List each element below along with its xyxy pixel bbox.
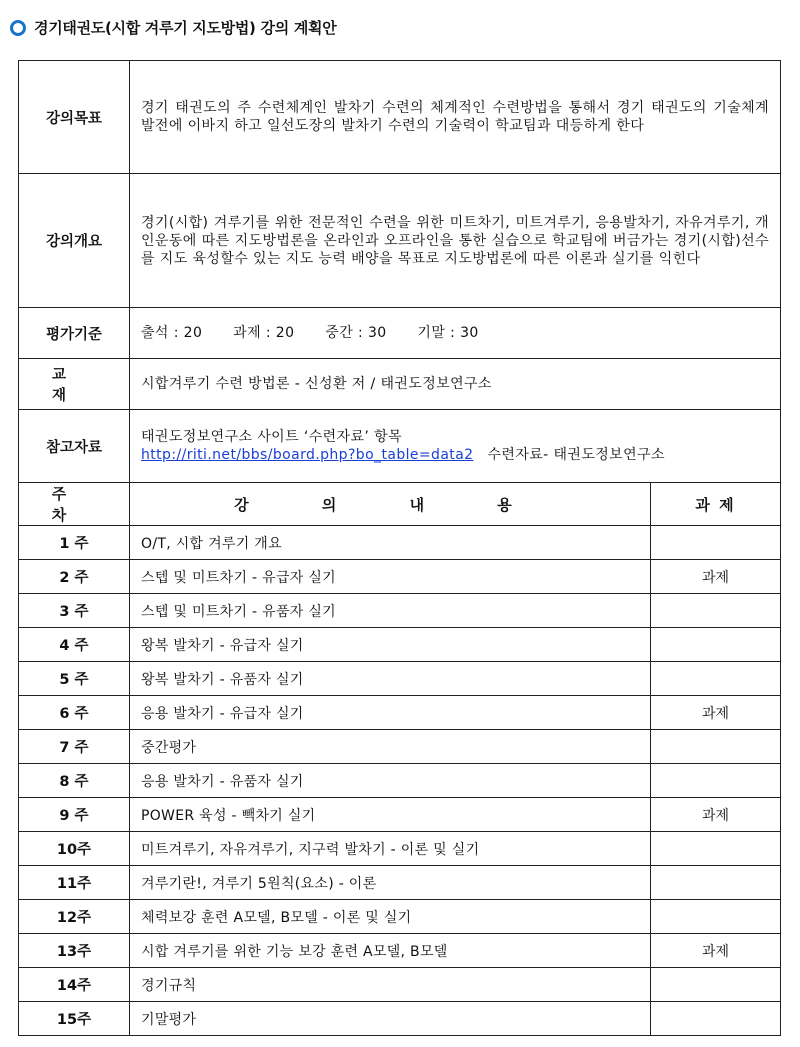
assignment-cell	[651, 662, 781, 696]
lecture-content-cell: 응용 발차기 - 유급자 실기	[130, 696, 651, 730]
overview-label: 강의개요	[19, 174, 130, 308]
schedule-header-row	[19, 483, 781, 526]
schedule-row	[19, 968, 781, 1002]
lecture-content-cell: 스텝 및 미트차기 - 유급자 실기	[130, 560, 651, 594]
reference-content	[130, 410, 781, 483]
week-cell: 3 주	[19, 594, 130, 628]
assignment-cell	[651, 968, 781, 1002]
grading-attendance: 출석 : 20	[141, 325, 203, 341]
goal-text: 경기 태권도의 주 수련체계인 발차기 수련의 체계적인 수련방법을 통해서 경기 태권도의 기술체계 발전에 이바지 하고 일선도장의 발차기 수련의 기술력이 학교팀과 대등하게 한다	[130, 61, 781, 174]
assignment-cell	[651, 764, 781, 798]
goal-label: 강의목표	[19, 61, 130, 174]
content-header: 강 의 내 용	[130, 483, 651, 526]
reference-label: 참고자료	[19, 410, 130, 483]
week-cell: 1 주	[19, 526, 130, 560]
assignment-cell: 과제	[651, 798, 781, 832]
schedule-row	[19, 1002, 781, 1036]
reference-link[interactable]: http://riti.net/bbs/board.php?bo_table=data2	[141, 447, 474, 463]
schedule-row	[19, 696, 781, 730]
schedule-row	[19, 798, 781, 832]
assignment-cell	[651, 628, 781, 662]
lecture-content-cell: 중간평가	[130, 730, 651, 764]
grading-final: 기말 : 30	[417, 325, 479, 341]
page-title-row	[10, 17, 336, 38]
lecture-content-cell: 응용 발차기 - 유품자 실기	[130, 764, 651, 798]
textbook-row	[19, 359, 781, 410]
overview-row	[19, 174, 781, 308]
lecture-plan-table	[18, 60, 781, 1036]
week-cell: 12주	[19, 900, 130, 934]
week-cell: 5 주	[19, 662, 130, 696]
lecture-content-cell: 스텝 및 미트차기 - 유품자 실기	[130, 594, 651, 628]
week-header: 주 차	[19, 483, 130, 526]
grading-label: 평가기준	[19, 308, 130, 359]
assignment-cell: 과제	[651, 696, 781, 730]
reference-line: 태권도정보연구소 사이트 ‘수련자료’ 항목	[141, 429, 402, 445]
assignment-header: 과 제	[651, 483, 781, 526]
lecture-content-cell: 시합 겨루기를 위한 기능 보강 훈련 A모델, B모델	[130, 934, 651, 968]
schedule-row	[19, 730, 781, 764]
lecture-content-cell: 기말평가	[130, 1002, 651, 1036]
assignment-cell	[651, 594, 781, 628]
week-cell: 6 주	[19, 696, 130, 730]
schedule-row	[19, 560, 781, 594]
lecture-content-cell: 미트겨루기, 자유겨루기, 지구력 발차기 - 이론 및 실기	[130, 832, 651, 866]
assignment-cell: 과제	[651, 934, 781, 968]
schedule-row	[19, 764, 781, 798]
week-cell: 11주	[19, 866, 130, 900]
lecture-content-cell: 왕복 발차기 - 유품자 실기	[130, 662, 651, 696]
week-cell: 14주	[19, 968, 130, 1002]
lecture-content-cell: O/T, 시합 겨루기 개요	[130, 526, 651, 560]
week-cell: 15주	[19, 1002, 130, 1036]
assignment-cell	[651, 832, 781, 866]
assignment-cell	[651, 526, 781, 560]
goal-row	[19, 61, 781, 174]
assignment-cell: 과제	[651, 560, 781, 594]
schedule-body	[19, 526, 781, 1036]
overview-text: 경기(시합) 겨루기를 위한 전문적인 수련을 위한 미트차기, 미트겨루기, 응용발차기, 자유겨루기, 개인운동에 따른 지도방법론을 온라인과 오프라인을 통한 실습으로 학교팀에 버금가는 경기(시합)선수를 지도 육성할수 있는 지도 능력 배양을 목표로 지도방법론에 따른 이론과 실기를 익힌다	[130, 174, 781, 308]
lecture-content-cell: 경기규칙	[130, 968, 651, 1002]
lecture-content-cell: 겨루기란!, 겨루기 5원칙(요소) - 이론	[130, 866, 651, 900]
week-cell: 2 주	[19, 560, 130, 594]
grading-row	[19, 308, 781, 359]
week-cell: 7 주	[19, 730, 130, 764]
schedule-row	[19, 594, 781, 628]
grading-midterm: 중간 : 30	[325, 325, 387, 341]
grading-assignment: 과제 : 20	[233, 325, 295, 341]
schedule-row	[19, 526, 781, 560]
page-title: 경기태권도(시합 겨루기 지도방법) 강의 계획안	[34, 19, 337, 37]
schedule-row	[19, 832, 781, 866]
schedule-row	[19, 628, 781, 662]
schedule-row	[19, 900, 781, 934]
week-cell: 8 주	[19, 764, 130, 798]
assignment-cell	[651, 1002, 781, 1036]
textbook-text: 시합겨루기 수련 방법론 - 신성환 저 / 태권도정보연구소	[130, 359, 781, 410]
week-cell: 10주	[19, 832, 130, 866]
assignment-cell	[651, 730, 781, 764]
schedule-row	[19, 934, 781, 968]
assignment-cell	[651, 866, 781, 900]
week-cell: 13주	[19, 934, 130, 968]
reference-after-text: 수련자료- 태권도정보연구소	[487, 447, 665, 463]
textbook-label: 교 재	[19, 359, 130, 410]
lecture-content-cell: POWER 육성 - 빽차기 실기	[130, 798, 651, 832]
schedule-row	[19, 866, 781, 900]
assignment-cell	[651, 900, 781, 934]
reference-row	[19, 410, 781, 483]
schedule-row	[19, 662, 781, 696]
week-cell: 4 주	[19, 628, 130, 662]
lecture-content-cell: 체력보강 훈련 A모델, B모델 - 이론 및 실기	[130, 900, 651, 934]
grading-criteria	[130, 308, 781, 359]
lecture-content-cell: 왕복 발차기 - 유급자 실기	[130, 628, 651, 662]
circle-bullet-icon	[10, 20, 26, 36]
week-cell: 9 주	[19, 798, 130, 832]
